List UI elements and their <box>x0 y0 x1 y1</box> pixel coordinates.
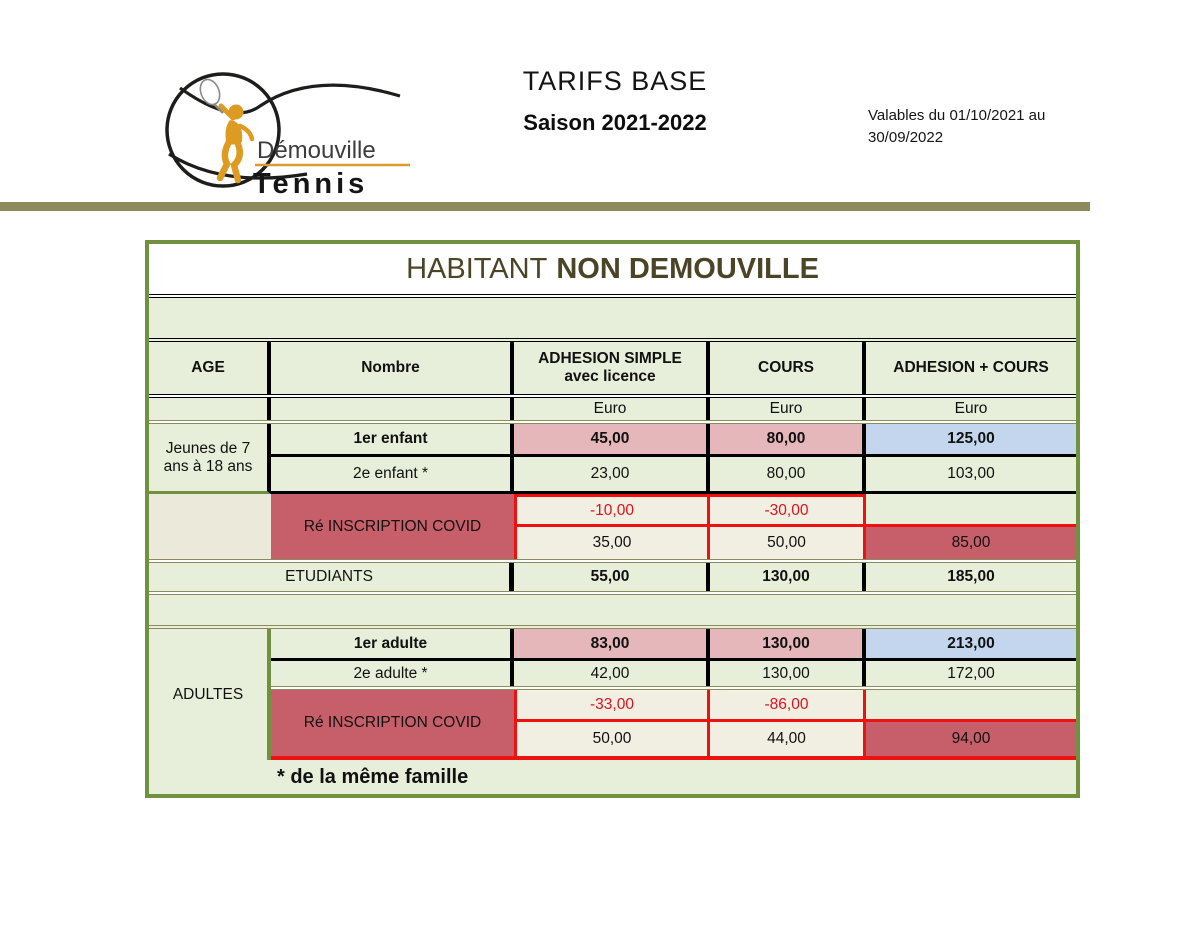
covid-empty-cell <box>149 494 271 559</box>
covid-net-adhesion: 35,00 <box>514 527 710 559</box>
table-row-etudiants <box>149 563 1076 595</box>
age-label-jeunes-line2: ans à 18 ans <box>163 457 253 475</box>
covid-net-total: 94,00 <box>866 722 1076 756</box>
row-label: 1er enfant <box>271 424 514 454</box>
covid-net-adhesion: 50,00 <box>514 722 710 756</box>
covid-discount-adhesion: -10,00 <box>514 494 710 524</box>
table-row-1er-adulte <box>271 629 1076 661</box>
price-adhesion: 55,00 <box>514 563 710 591</box>
season-subtitle: Saison 2021-2022 <box>523 110 707 135</box>
covid-discount-cours: -86,00 <box>710 690 866 719</box>
unit-cell-empty <box>149 398 271 420</box>
unit-cell: Euro <box>866 398 1076 420</box>
covid-net-row <box>514 527 1076 559</box>
covid-discount-row <box>514 690 1076 722</box>
logo-sport-text: Tennis <box>253 168 369 200</box>
col-header-adhesion <box>514 342 710 394</box>
col-header-total: ADHESION + COURS <box>866 342 1076 394</box>
row-label: ETUDIANTS <box>149 563 514 591</box>
doc-title: TARIFS BASE <box>522 66 708 96</box>
club-logo-graphic <box>163 60 413 200</box>
covid-net-cours: 50,00 <box>710 527 866 559</box>
covid-block-jeunes <box>149 494 1076 563</box>
column-header-row <box>149 342 1076 398</box>
price-cours: 130,00 <box>710 661 866 686</box>
covid-discount-total-empty <box>866 494 1076 524</box>
col-header-adhesion-line2: avec licence <box>564 368 656 385</box>
table-title-regular: HABITANT <box>406 252 548 285</box>
unit-row <box>149 398 1076 424</box>
col-header-nombre: Nombre <box>271 342 514 394</box>
price-total: 103,00 <box>866 457 1076 491</box>
age-label-adultes: ADULTES <box>149 629 271 760</box>
table-row-1er-enfant <box>271 424 1076 457</box>
covid-net-row <box>514 722 1076 756</box>
row-label: 2e enfant * <box>271 457 514 491</box>
divider-bar <box>0 202 1090 211</box>
unit-cell-empty <box>271 398 514 420</box>
spacer-row <box>149 298 1076 342</box>
covid-label: Ré INSCRIPTION COVID <box>271 690 514 756</box>
validity-note <box>868 105 1068 149</box>
price-adhesion: 83,00 <box>514 629 710 658</box>
age-group-jeunes <box>149 424 1076 494</box>
table-title-bold: NON DEMOUVILLE <box>556 252 819 285</box>
price-adhesion: 23,00 <box>514 457 710 491</box>
logo-name-text: Démouville <box>257 137 376 164</box>
covid-net-total: 85,00 <box>866 527 1076 559</box>
age-group-adultes <box>149 629 1076 760</box>
col-header-age: AGE <box>149 342 271 394</box>
price-total: 172,00 <box>866 661 1076 686</box>
price-total: 185,00 <box>866 563 1076 591</box>
price-total: 213,00 <box>866 629 1076 658</box>
table-row-2e-enfant <box>271 457 1076 491</box>
price-adhesion: 42,00 <box>514 661 710 686</box>
footnote: * de la même famille <box>149 760 1076 794</box>
covid-discount-adhesion: -33,00 <box>514 690 710 719</box>
price-cours: 80,00 <box>710 457 866 491</box>
price-total: 125,00 <box>866 424 1076 454</box>
spacer-row <box>149 595 1076 629</box>
covid-discount-cours: -30,00 <box>710 494 866 524</box>
age-label-jeunes <box>149 424 271 494</box>
price-cours: 130,00 <box>710 563 866 591</box>
tariff-table <box>145 240 1080 798</box>
validity-line2: 30/09/2022 <box>868 128 944 146</box>
club-logo <box>163 60 413 200</box>
covid-discount-total-empty <box>866 690 1076 719</box>
validity-line1: Valables du 01/10/2021 au <box>868 107 1046 124</box>
row-label: 1er adulte <box>271 629 514 658</box>
age-label-jeunes-line1: Jeunes de 7 <box>165 439 251 457</box>
price-cours: 130,00 <box>710 629 866 658</box>
covid-discount-row <box>514 494 1076 527</box>
price-cours: 80,00 <box>710 424 866 454</box>
row-label: 2e adulte * <box>271 661 514 686</box>
covid-net-cours: 44,00 <box>710 722 866 756</box>
unit-cell: Euro <box>710 398 866 420</box>
col-header-cours: COURS <box>710 342 866 394</box>
col-header-adhesion-line1: ADHESION SIMPLE <box>538 350 682 368</box>
table-row-2e-adulte <box>271 661 1076 690</box>
price-adhesion: 45,00 <box>514 424 710 454</box>
table-title <box>149 244 1076 298</box>
covid-label: Ré INSCRIPTION COVID <box>271 494 514 559</box>
covid-block-adultes <box>271 690 1076 760</box>
unit-cell: Euro <box>514 398 710 420</box>
